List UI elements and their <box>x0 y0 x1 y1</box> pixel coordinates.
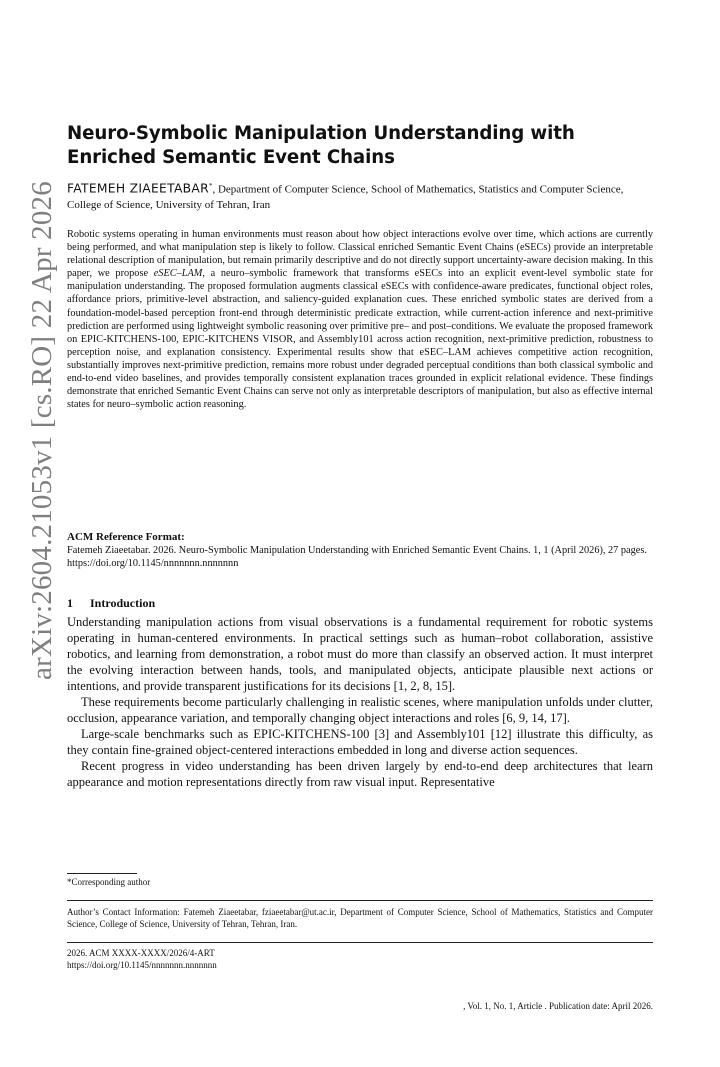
author-name: FATEMEH ZIAEETABAR <box>67 181 209 196</box>
acm-reference-text: Fatemeh Ziaeetabar. 2026. Neuro-Symbolic Manipulation Understanding with Enriched Semantic Event Chains. 1, 1 (April 2026), 27 pages. https://doi.org/10.1145/nnnnnnn.nnnnnnn <box>67 545 647 570</box>
divider <box>67 942 653 943</box>
author-block <box>67 179 653 213</box>
section-title: Introduction <box>90 596 156 610</box>
paragraph: Recent progress in video understanding has been driven largely by end-to-end deep architectures that learn appearance and motion representations directly from raw visual input. Representative <box>67 759 653 789</box>
introduction-section <box>67 595 653 790</box>
abstract-method-name: eSEC–LAM <box>153 268 203 280</box>
paragraph: These requirements become particularly challenging in realistic scenes, where manipulation unfolds under clutter, occlusion, appearance variation, and temporally changing object interactions and roles [6, 9, 14, 17]. <box>67 695 653 725</box>
footnote-rule <box>67 873 137 874</box>
abstract-text-part2: , a neuro–symbolic framework that transforms eSECs into an explicit event-level symbolic state for manipulation understanding. The proposed formulation augments classical eSECs with confidence-aware predicates, functional object roles, affordance priors, primitive-level abstraction, and saliency-guided explanation cues. These enriched symbolic states are derived from a foundation-model-based perception front-end through deterministic predicate extraction, while current-action inference and next-primitive prediction are performed using lightweight symbolic reasoning over primitive pre– and post–conditions. We evaluate the proposed framework on EPIC-KITCHENS-100, EPIC-KITCHENS VISOR, and Assembly101 across action recognition, next-primitive prediction, robustness to perception noise, and explanation consistency. Experimental results show that eSEC–LAM achieves competitive action recognition, substantially improves next-primitive prediction, remains more robust under degraded perceptual conditions than both classical symbolic and end-to-end video baselines, and provides temporally consistent explanation traces grounded in explicit relational evidence. These findings demonstrate that enriched Semantic Event Chains can serve not only as interpretable descriptors of manipulation, but also as effective internal states for neuro–symbolic action reasoning. <box>67 268 653 411</box>
section-number: 1 <box>67 596 73 610</box>
paragraph: Understanding manipulation actions from visual observations is a fundamental requirement for robotic systems operating in human-centered environments. In practical settings such as human–robot collaboration, assistive robotics, and learning from demonstration, a robot must do more than classify an observed action. It must interpret the evolving interaction between hands, tools, and manipulated objects, anticipate plausible next actions or intentions, and provide transparent justifications for its decisions [1, 2, 8, 15]. <box>67 615 653 693</box>
divider <box>67 900 653 901</box>
abstract-text-part1: Robotic systems operating in human environments must reason about how object interactions evolve over time, which actions are currently being performed, and what manipulation step is likely to follow. Classical enriched Semantic Event Chains (eSECs) provide an interpretable relational description of manipulation, but remain primarily descriptive and do not directly support uncertainty-aware decision making. In this paper, we propose <box>67 229 653 280</box>
publication-info <box>67 947 653 971</box>
author-affiliation: , Department of Computer Science, School of Mathematics, Statistics and Computer Science, College of Science, University of Tehran, Iran <box>67 183 624 211</box>
section-heading <box>67 595 653 611</box>
publication-doi: https://doi.org/10.1145/nnnnnnn.nnnnnnn <box>67 960 217 970</box>
arxiv-identifier: arXiv:2604.21053v1 [cs.RO] 22 Apr 2026 <box>26 181 58 680</box>
author-marker: * <box>208 182 213 190</box>
contact-info: Author’s Contact Information: Fatemeh Ziaeetabar, fziaeetabar@ut.ac.ir, Department of Computer Science, School of Mathematics, Statistics and Computer Science, College of Science, University of Tehran, Tehran, Iran. <box>67 907 653 929</box>
publication-line: 2026. ACM XXXX-XXXX/2026/4-ART <box>67 948 215 958</box>
paper-title: Neuro-Symbolic Manipulation Understanding with Enriched Semantic Event Chains <box>67 123 575 168</box>
acm-reference-heading: ACM Reference Format: <box>67 531 185 543</box>
footnote: *Corresponding author <box>67 877 151 887</box>
abstract <box>67 228 653 411</box>
paragraph: Large-scale benchmarks such as EPIC-KITCHENS-100 [3] and Assembly101 [12] illustrate this difficulty, as they contain fine-grained object-centered interactions embedded in long and diverse action sequences. <box>67 727 653 757</box>
acm-reference <box>67 530 653 570</box>
running-footer: , Vol. 1, No. 1, Article . Publication date: April 2026. <box>463 1001 653 1011</box>
